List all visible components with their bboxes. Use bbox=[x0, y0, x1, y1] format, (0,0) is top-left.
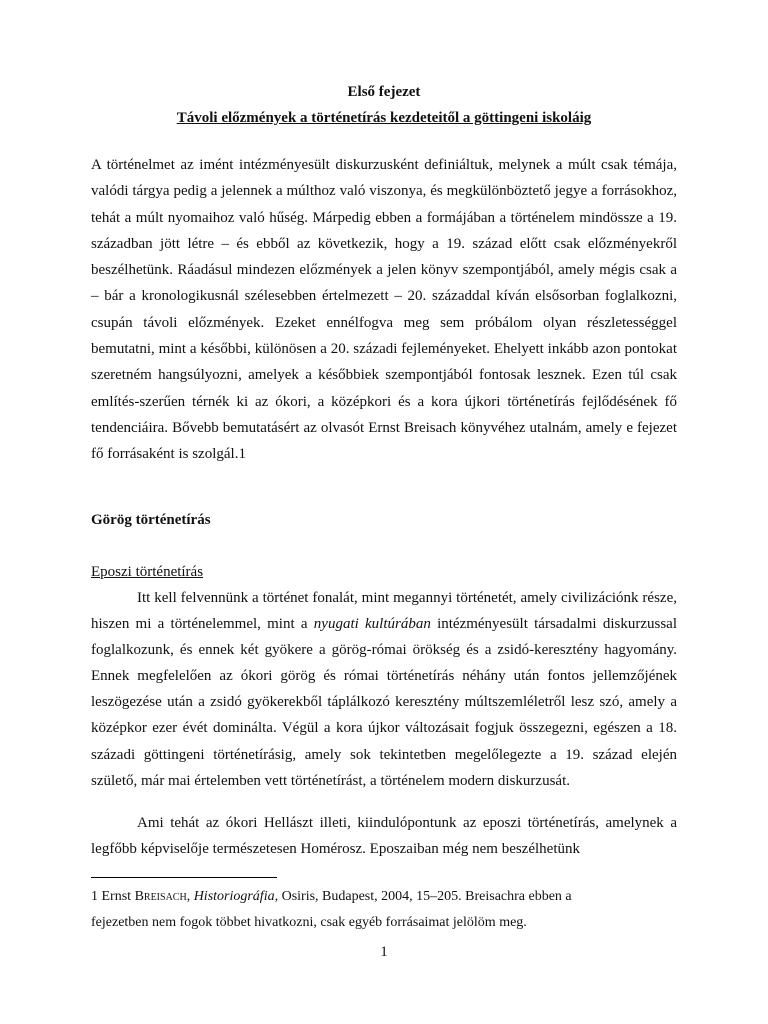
chapter-title: Távoli előzmények a történetírás kezdeteitől a göttingeni iskoláig bbox=[176, 110, 592, 126]
italic-phrase: nyugati kultúrában bbox=[313, 616, 431, 633]
body-paragraph-text-end: intézményesült társadalmi diskurzussal foglalkozunk, és ennek két gyökere a görög-római örökség és a zsidó-keresztény hagyomány. Ennek megfelelően az ókori görög és római történetírás néhány után fontos jellemzőjének leszögezése után a zsidó gyökerekből táplálkozó keresztény múltszemléletről lesz szó, amely a középkor ezer évét dominálta. Végül a kora újkor változásait fogjuk összegezni, egészen a 18. századi göttingeni történetírásig, amely sok tekintetben megelőlegezte a 19. század elején születő, már mai értelemben vett történetírást, a történelem modern diskurzusát. bbox=[91, 616, 677, 789]
body-paragraph-continued: Ami tehát az ókori Hellászt illeti, kiindulópontunk az eposzi történetírás, amelynek a legfőbb képviselője természetesen Homérosz. Eposzaiban még nem beszélhetünk bbox=[91, 815, 677, 857]
section-heading: Görög történetírás bbox=[91, 512, 211, 528]
chapter-label: Első fejezet bbox=[347, 84, 421, 100]
body-paragraph-text-start: Itt kell felvennünk a történet fonalát, mint megannyi történetét, amely civilizációnk része, hiszen mi a történelemmel, mint a bbox=[91, 590, 677, 633]
page-number: 1 bbox=[380, 944, 388, 960]
body-paragraph bbox=[91, 585, 677, 794]
footnote-number: 1 bbox=[91, 889, 98, 904]
footnote-separator bbox=[91, 877, 277, 878]
footnote-reference[interactable]: 1 bbox=[238, 446, 246, 463]
footnote-book-title: Historiográfia, bbox=[193, 889, 279, 904]
footnote-author-last: Breisach bbox=[134, 889, 187, 904]
intro-paragraph bbox=[91, 152, 677, 468]
footnote-author-first: Ernst bbox=[101, 889, 132, 904]
footnote: 1 Ernst Breisach, Historiográfia, Osiris, Budapest, 2004, 15–205. Breisachra ebben a fejezetben nem fogok többet hivatkozni, csak egyéb forrásaimat jelölöm meg. bbox=[91, 889, 572, 930]
footnote-details-line2: fejezetben nem fogok többet hivatkozni, csak egyéb forrásaimat jelölöm meg. bbox=[91, 915, 527, 930]
intro-paragraph-text: A történelmet az imént intézményesült diskurzusként definiáltuk, melynek a múlt csak témája, valódi tárgya pedig a jelennek a múlthoz való viszonya, és megkülönböztető jegye a forrásokhoz, tehát a múlt nyomaihoz való hűség. Márpedig ebben a formájában a történelem mindössze a 19. században jött létre – és ebből az következik, hogy a 19. század előtt csak előzményekről beszélhetünk. Ráadásul mindezen előzmények a jelen könyv szempontjából, amely mégis csak a – bár a kronologikusnál szélesebben értelmezett – 20. századdal kíván elsősorban foglalkozni, csupán távoli előzmények. Ezeket ennélfogva meg sem próbálom olyan részletességgel bemutatni, mint a későbbi, különösen a 20. századi fejleményeket. Ehelyett inkább azon pontokat szeretném hangsúlyozni, amelyek a későbbiek szempontjából fontosak lesznek. Ezen túl csak említés-szerűen térnék ki az ókori, a középkori és a kora újkori történetírás fejlődésének fő tendenciáira. Bővebb bemutatásért az olvasót Ernst Breisach könyvéhez utalnám, amely e fejezet fő forrásaként is szolgál. bbox=[91, 157, 677, 463]
footnote-details-line1: Osiris, Budapest, 2004, 15–205. Breisachra ebben a bbox=[278, 889, 572, 904]
subsection-heading: Eposzi történetírás bbox=[91, 564, 204, 580]
